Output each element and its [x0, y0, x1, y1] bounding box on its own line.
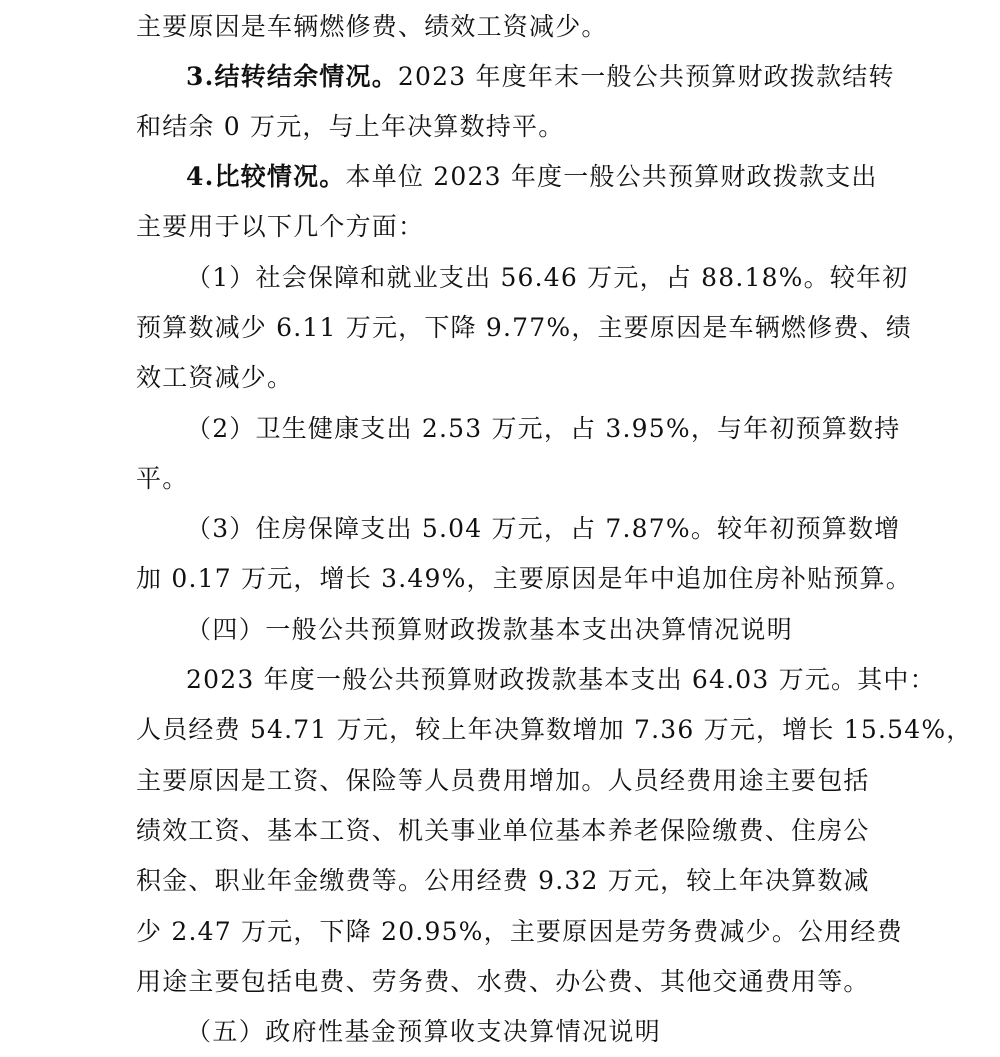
section-heading: （四）一般公共预算财政拨款基本支出决算情况说明	[186, 615, 794, 644]
paragraph-line: 绩效工资、基本工资、机关事业单位基本养老保险缴费、住房公	[136, 816, 870, 845]
section-label: 3.结转结余情况。	[186, 62, 398, 91]
paragraph-line: 主要原因是车辆燃修费、绩效工资减少。	[136, 12, 608, 41]
paragraph-line: 人员经费 54.71 万元，较上年决算数增加 7.36 万元，增长 15.54%，	[136, 715, 973, 744]
paragraph-line: （3）住房保障支出 5.04 万元，占 7.87%。较年初预算数增	[186, 514, 901, 543]
paragraph-line: 和结余 0 万元，与上年决算数持平。	[136, 112, 565, 141]
paragraph-line: 主要用于以下几个方面：	[136, 212, 425, 241]
paragraph-line: 主要原因是工资、保险等人员费用增加。人员经费用途主要包括	[136, 766, 870, 795]
paragraph-line: （2）卫生健康支出 2.53 万元，占 3.95%，与年初预算数持	[186, 414, 901, 443]
paragraph-line: 2023 年度一般公共预算财政拨款基本支出 64.03 万元。其中：	[186, 665, 936, 694]
paragraph-line: 平。	[136, 464, 189, 493]
paragraph-line: 加 0.17 万元，增长 3.49%，主要原因是年中追加住房补贴预算。	[136, 564, 912, 593]
paragraph-line: 预算数减少 6.11 万元，下降 9.77%，主要原因是车辆燃修费、绩	[136, 313, 912, 342]
paragraph-line: 少 2.47 万元，下降 20.95%，主要原因是劳务费减少。公用经费	[136, 917, 903, 946]
paragraph-line: 3.结转结余情况。2023 年度年末一般公共预算财政拨款结转	[186, 62, 895, 91]
paragraph-line: 用途主要包括电费、劳务费、水费、办公费、其他交通费用等。	[136, 967, 870, 996]
section-label: 4.比较情况。	[186, 162, 346, 191]
paragraph-line: 积金、职业年金缴费等。公用经费 9.32 万元，较上年决算数减	[136, 866, 870, 895]
section-heading: （五）政府性基金预算收支决算情况说明	[186, 1017, 662, 1046]
paragraph-line: （1）社会保障和就业支出 56.46 万元，占 88.18%。较年初	[186, 263, 909, 292]
paragraph-line: 4.比较情况。本单位 2023 年度一般公共预算财政拨款支出	[186, 162, 878, 191]
paragraph-line: 效工资减少。	[136, 363, 294, 392]
